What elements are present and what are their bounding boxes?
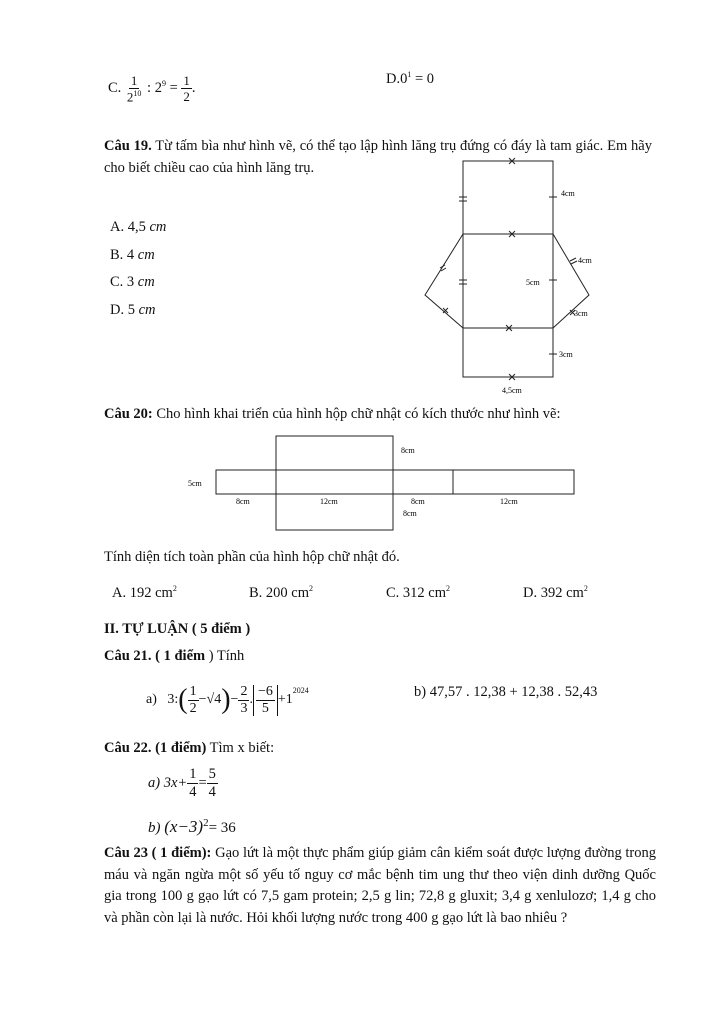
fig19-label-3cm-side: 3cm [574,309,588,318]
q21-heading: Câu 21. ( 1 điểm ) Tính [104,648,245,664]
fig20-label-s3: 8cm [411,497,425,506]
q20-option-c: C. 312 $cm^2$ [386,584,451,601]
fig19-label-4-5cm: 4,5cm [502,386,522,395]
q22-part-a: a) 3x+ $\frac{1}{4}$ = $\frac{5}{4}$ [148,766,216,800]
fig20-label-left: 5cm [188,479,202,488]
q21-part-b: b) 47,57 . 12,38 + 12,38 . 52,43 [414,684,598,700]
fig19-label-5cm: 5cm [526,278,540,287]
fig19-label-4cm-side: 4cm [578,256,592,265]
q23-text: Câu 23 ( 1 điểm): Gạo lứt là một thực phẩm giúp giảm cân kiểm soát được lượng đường trong máu và ngăn ngừa một số yếu tố nguy cơ mắc bệnh tim ung thư theo viện dinh dưỡng Quốc gia trong 100 g gạo lứt có 7,5 gam protein; 2,5 g lin; 72,8 g gluxit; 3,4 g xenlulozơ; 1,4 g cho và phần còn lại là nước. Hỏi khối lượng nước trong 400 g gạo lứt là bao nhiêu ? [104,845,657,926]
fig20-label-s4: 12cm [500,497,518,506]
q20-question: Tính diện tích toàn phần của hình hộp chữ nhật đó. [104,549,400,565]
q22-part-b: b) $(x-3)^2= 36$ [148,817,236,836]
q19-option-d: D. 5 cm [110,302,156,318]
q20-option-b: B. 200 $cm^2$ [249,584,314,601]
q20-option-d: D. 392 $cm^2$ [523,584,588,601]
fig20-label-top: 8cm [401,446,415,455]
part2-title: II. TỰ LUẬN ( 5 điểm ) [104,621,251,637]
q22-heading: Câu 22. (1 điểm) Tìm x biết: [104,740,275,756]
q19-text: Câu 19. Từ tấm bìa như hình vẽ, có thể tạo lập hình lăng trụ đứng có đáy là tam giác. Em hãy cho biết chiều cao của hình lăng trụ. [104,138,652,176]
q19-option-c: C. 3 cm [110,274,155,290]
prism-net-figure [420,150,610,400]
q21-part-a: a) 3: ( $\frac{1}{2}$ −√4 ) − $\frac{2}{3}$ . $\frac{-6}{5}$ +1 $^{2024}$ [146,683,309,716]
prev-option-d: $D.0^1 = 0$ [386,70,435,87]
q20-option-a: A. 192 $cm^2$ [112,584,177,601]
fig20-label-s2: 12cm [320,497,338,506]
prev-option-c: C. $\frac{1}{2^{10}}$ : $2^9$ = $\frac{1}{2}$ . [108,73,196,105]
fig19-label-3cm-bottom: 3cm [559,350,573,359]
q19-option-b: B. 4 cm [110,247,155,263]
fig20-label-s1: 8cm [236,497,250,506]
box-net-figure [180,430,580,535]
fig20-label-bottom: 8cm [403,509,417,518]
fig19-label-4cm-top: 4cm [561,189,575,198]
q19-option-a: A. 4,5 cm [110,219,167,235]
q20-text: Câu 20: Cho hình khai triển của hình hộp chữ nhật có kích thước như hình vẽ: [104,406,561,422]
